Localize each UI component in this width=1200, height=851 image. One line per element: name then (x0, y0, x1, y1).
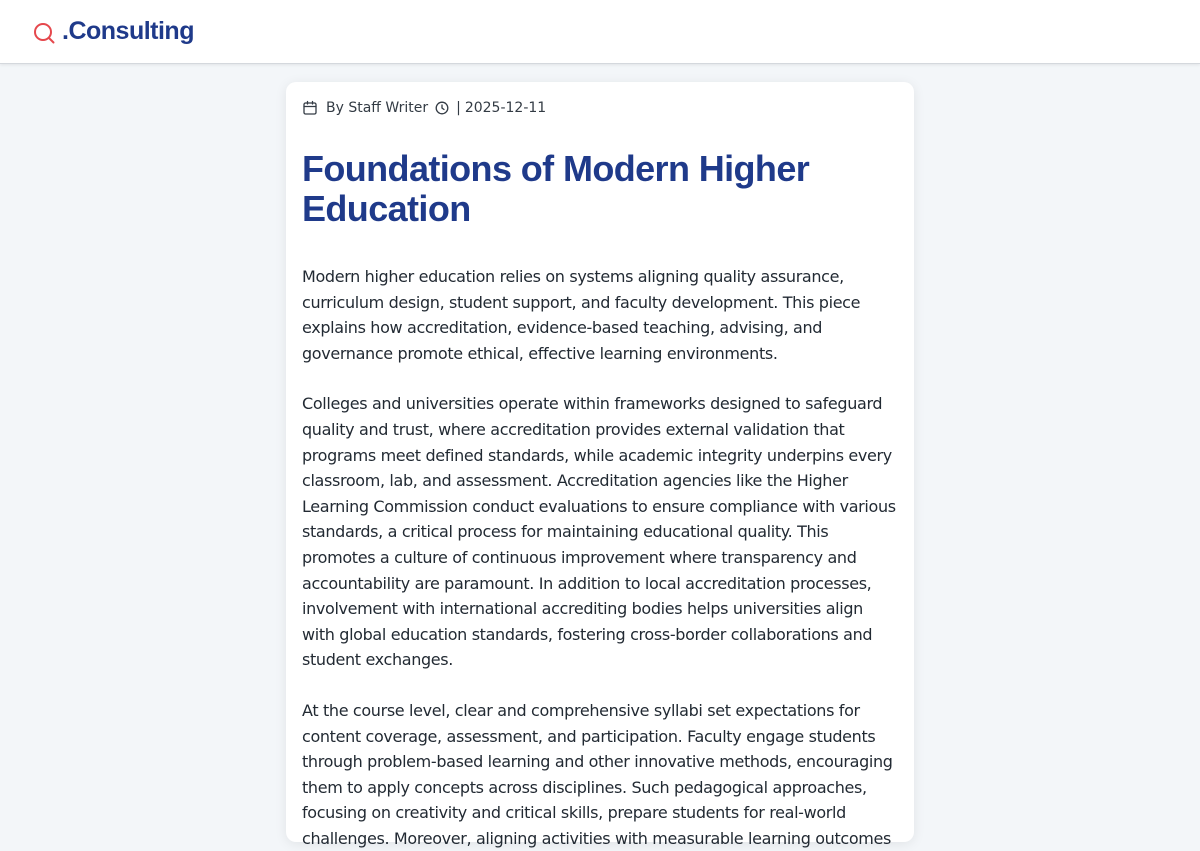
brand-logo-link[interactable] (32, 17, 194, 46)
search-icon (32, 21, 56, 45)
clock-icon (434, 100, 450, 116)
article-paragraph-1: Modern higher education relies on systems aligning quality assurance, curriculum design, student support, and faculty development. This piece explains how accreditation, evidence-based teaching, advising, and governance promote ethical, effective learning environments. (302, 267, 861, 363)
brand-name: .Consulting (62, 17, 194, 45)
article-card (286, 82, 914, 848)
article-paragraph-2: Colleges and universities operate within frameworks designed to safeguard quality and trust, where accreditation provides external validation that programs meet defined standards, while academic integrity underpins every classroom, lab, and assessment. Accreditation agencies like the Higher Learning Commission conduct evaluations to ensure compliance with various standards, a critical process for maintaining educational quality. This promotes a culture of continuous improvement where transparency and accountability are paramount. In addition to local accreditation processes, involvement with international accrediting bodies helps universities align with global education standards, fostering cross-border collaborations and student exchanges. (302, 394, 896, 670)
article-meta (302, 98, 898, 118)
article-paragraph-3: At the course level, clear and comprehensive syllabi set expectations for content coverage, assessment, and participation. Faculty engage students through problem-based learning and other innovative methods, encouraging them to apply concepts across disciplines. Such pedagogical approaches, focusing on creativity and critical skills, prepare students for real-world challenges. Moreover, aligning activities with measurable learning outcomes (302, 700, 893, 848)
article-title: Foundations of Modern Higher Education (302, 148, 810, 229)
top-navigation-bar (0, 0, 1200, 64)
calendar-icon (302, 100, 318, 116)
meta-separator: | (456, 100, 461, 116)
article-author: By Staff Writer (326, 100, 429, 116)
article-date: 2025-12-11 (464, 100, 547, 116)
